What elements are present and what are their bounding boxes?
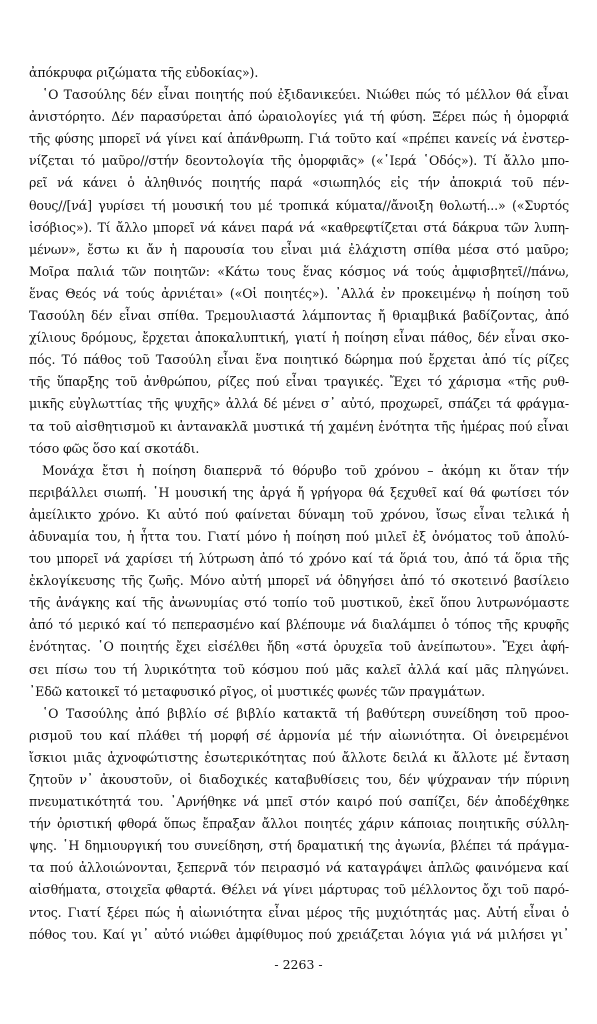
- text-line: ᾿Εδῶ κατοικεῖ τό μεταφυσικό ρῖγος, οἱ μυστικές φωνές τῶν πραγμάτων.: [29, 683, 486, 699]
- text-line: του μπορεῖ νά χαρίσει τή λύτρωση ἀπό τό χρόνο καί τά ὅριά του, ἀπό τά ὅρια τῆς: [29, 551, 569, 567]
- text-line: ζητοῦν ν᾿ ἀκουστοῦν, οἱ διαδοχικές καταβυθίσεις του, δέν ψύχραναν τήν πύρινη: [29, 772, 569, 787]
- text-line: θους//[νά] γυρίσει τή μουσική του μέ τροπικά κύματα//ἄνοιξη θολωτή...» («Συρτός: [29, 197, 569, 213]
- text-line: ἀδυναμία του, ἡ ἧττα του. Γιατί μόνο ἡ ποίηση πού μιλεῖ ἐξ ὀνόματος τοῦ ἀπολύ-: [29, 528, 569, 544]
- text-line: πός. Τό πάθος τοῦ Τασούλη εἶναι ἕνα ποιητικό δώρημα πού ἔρχεται ἀπό τίς ρίζες: [29, 352, 569, 368]
- text-line: μικῆς εὐγλωττίας τῆς ψυχῆς» ἀλλά δέ μένει σ᾿ αὐτό, προχωρεῖ, σπάζει τά φράγμα-: [29, 396, 569, 412]
- page-number: - 2263 -: [274, 957, 323, 972]
- paragraph: [29, 62, 569, 84]
- text-line: πόθος του. Καί γι᾿ αὐτό νιώθει ἀμφίθυμος πού χρειάζεται λόγια γιά νά μιλήσει γι᾿: [29, 926, 569, 942]
- text-line: ἀπό τό μερικό καί τό πεπερασμένο καί βλέπουμε νά διαλάμπει ὁ τόπος τῆς κρυφῆς: [29, 617, 569, 633]
- text-line: ἕνας Θεός νά τούς ἀρνιέται» («Οἱ ποιητές»). ᾿Αλλά ἐν προκειμένῳ ἡ ποίηση τοῦ: [29, 285, 569, 301]
- text-line: ῾Ο Τασούλης ἀπό βιβλίο σέ βιβλίο κατακτᾶ τή βαθύτερη συνείδηση τοῦ προο-: [42, 705, 569, 721]
- text-line: περιβάλλει σιωπή. ῾Η μουσική της ἀργά ἤ γρήγορα θά ξεχυθεῖ καί θά φωτίσει τόν: [29, 484, 569, 500]
- text-line: ρεῖ νά κάνει ὁ ἀληθινός ποιητής παρά «σιωπηλός εἰς τήν ἀποκριά τοῦ πέν-: [29, 175, 569, 191]
- text-line: ἀνιστόρητο. Δέν παρασύρεται ἀπό ὡραιολογίες γιά τή φύση. Ξέρει πώς ἡ ὀμορφιά: [29, 109, 569, 125]
- text-line: ἀπόκρυφα ριζώματα τῆς εὐδοκίας»).: [29, 65, 259, 80]
- text-line: πνευματικότητά του. ᾿Αρνήθηκε νά μπεῖ στόν καιρό πού σαπίζει, δέν ἀποδέχθηκε: [29, 794, 569, 810]
- text-line: ἴσκιοι μιᾶς ἀχνοφώτιστης ἐσωτερικότητας πού ἄλλοτε δειλά κι ἄλλοτε μέ ἔνταση: [29, 749, 569, 765]
- text-line: τῆς ὕπαρξης τοῦ ἀνθρώπου, ρίζες πού εἶναι τραγικές. Ἔχει τό χάρισμα «τῆς ρυθ-: [29, 374, 569, 390]
- text-line: Τασούλη δέν εἶναι σπίθα. Τρεμουλιαστά λάμποντας ἤ θριαμβικά βαδίζοντας, ἀπό: [29, 308, 569, 324]
- text-line: νίζεται τό μαῦρο//στήν δεοντολογία τῆς ὀμορφιᾶς» («῾Ιερά ῾Οδός»). Τί ἄλλο μπο-: [29, 153, 569, 169]
- text-line: αἰσθήματα, στοιχεῖα φθαρτά. Θέλει νά γίνει μάρτυρας τοῦ μέλλοντος ὄχι τοῦ παρό-: [29, 882, 569, 898]
- paragraph: [29, 84, 569, 460]
- text-line: χίλιους δρόμους, ἔρχεται ἀποκαλυπτική, γιατί ἡ ποίηση εἶναι πάθος, δέν εἶναι σκο-: [29, 330, 569, 346]
- text-line: ἑνότητας. ῾Ο ποιητής ἔχει εἰσέλθει ἤδη «στά ὀρυχεῖα τοῦ ἀνείπωτου». Ἔχει ἀφή-: [29, 639, 569, 655]
- text-line: Μονάχα ἔτσι ἡ ποίηση διαπερνᾶ τό θόρυβο τοῦ χρόνου – ἀκόμη κι ὅταν τήν: [42, 462, 569, 478]
- text-line: μένων», ἔστω κι ἄν ἡ παρουσία του εἶναι μιά ἐλάχιστη σπίθα μέσα στό μαῦρο;: [29, 241, 569, 257]
- text-line: ἐκλογίκευσης τῆς ζωῆς. Μόνο αὐτή μπορεῖ νά ὁδηγήσει ἀπό τό σκοτεινό βασίλειο: [29, 573, 569, 589]
- text-line: τῆς ἀνάγκης καί τῆς ἀνωνυμίας στό τοπίο τοῦ μυστικοῦ, ἐκεῖ ὅπου λυτρωνόμαστε: [29, 595, 569, 611]
- text-line: ρισμοῦ του καί πλάθει τή μορφή σέ ἁρμονία μέ τήν αἰωνιότητα. Οἱ ὀνειρεμένοι: [29, 727, 569, 743]
- text-line: τήν ὀριστική φθορά ὅπως ἔπραξαν ἄλλοι ποιητές χάριν κάποιας ποιητικῆς σύλλη-: [29, 816, 569, 832]
- text-line: τῆς φύσης μπορεῖ νά γίνει καί ἀπάνθρωπη. Γιά τοῦτο καί «πρέπει κανείς νά ἐνστερ-: [29, 131, 569, 147]
- text-line: ψης. ῾Η δημιουργική του συνείδηση, στή δραματική της ἀγωνία, βλέπει τά πράγμα-: [29, 838, 569, 854]
- text-line: ῾Ο Τασούλης δέν εἶναι ποιητής πού ἐξιδανικεύει. Νιώθει πώς τό μέλλον θά εἶναι: [42, 87, 569, 103]
- text-line: τα πού ἀλλοιώνονται, ξεπερνᾶ τόν πειρασμό νά καταγράψει ἁπλῶς φαινόμενα καί: [29, 860, 569, 876]
- paragraph: [29, 460, 569, 703]
- body-text: [29, 62, 569, 946]
- text-line: ἰσόβιος»). Τί ἄλλο μπορεῖ νά κάνει παρά νά «καθρεφτίζεται στά δάκρυα τῶν λυπη-: [29, 219, 569, 235]
- text-line: ἀμείλικτο χρόνο. Κι αὐτό πού φαίνεται δύναμη τοῦ χρόνου, ἴσως εἶναι τελικά ἡ: [29, 506, 569, 522]
- text-line: τα τοῦ αἰσθητισμοῦ κι ἀντανακλᾶ μυστικά τή χαμένη ἑνότητα τῆς ἡμέρας πού εἶναι: [29, 418, 569, 434]
- text-line: Μοῖρα παλιά τῶν ποιητῶν: «Κάτω τους ἕνας κόσμος νά τούς ἀμφισβητεῖ//πάνω,: [29, 263, 569, 279]
- text-line: ντος. Γιατί ξέρει πώς ἡ αἰωνιότητα εἶναι μέρος τῆς μυχιότητάς μας. Αὐτή εἶναι ὁ: [29, 904, 569, 920]
- text-line: τόσο φῶς ὅσο καί σκοτάδι.: [29, 440, 200, 456]
- paragraph: [29, 703, 569, 946]
- text-line: σει πίσω του τή λυρικότητα τοῦ κόσμου πού μᾶς καλεῖ ἀλλά καί μᾶς πληγώνει.: [29, 661, 569, 677]
